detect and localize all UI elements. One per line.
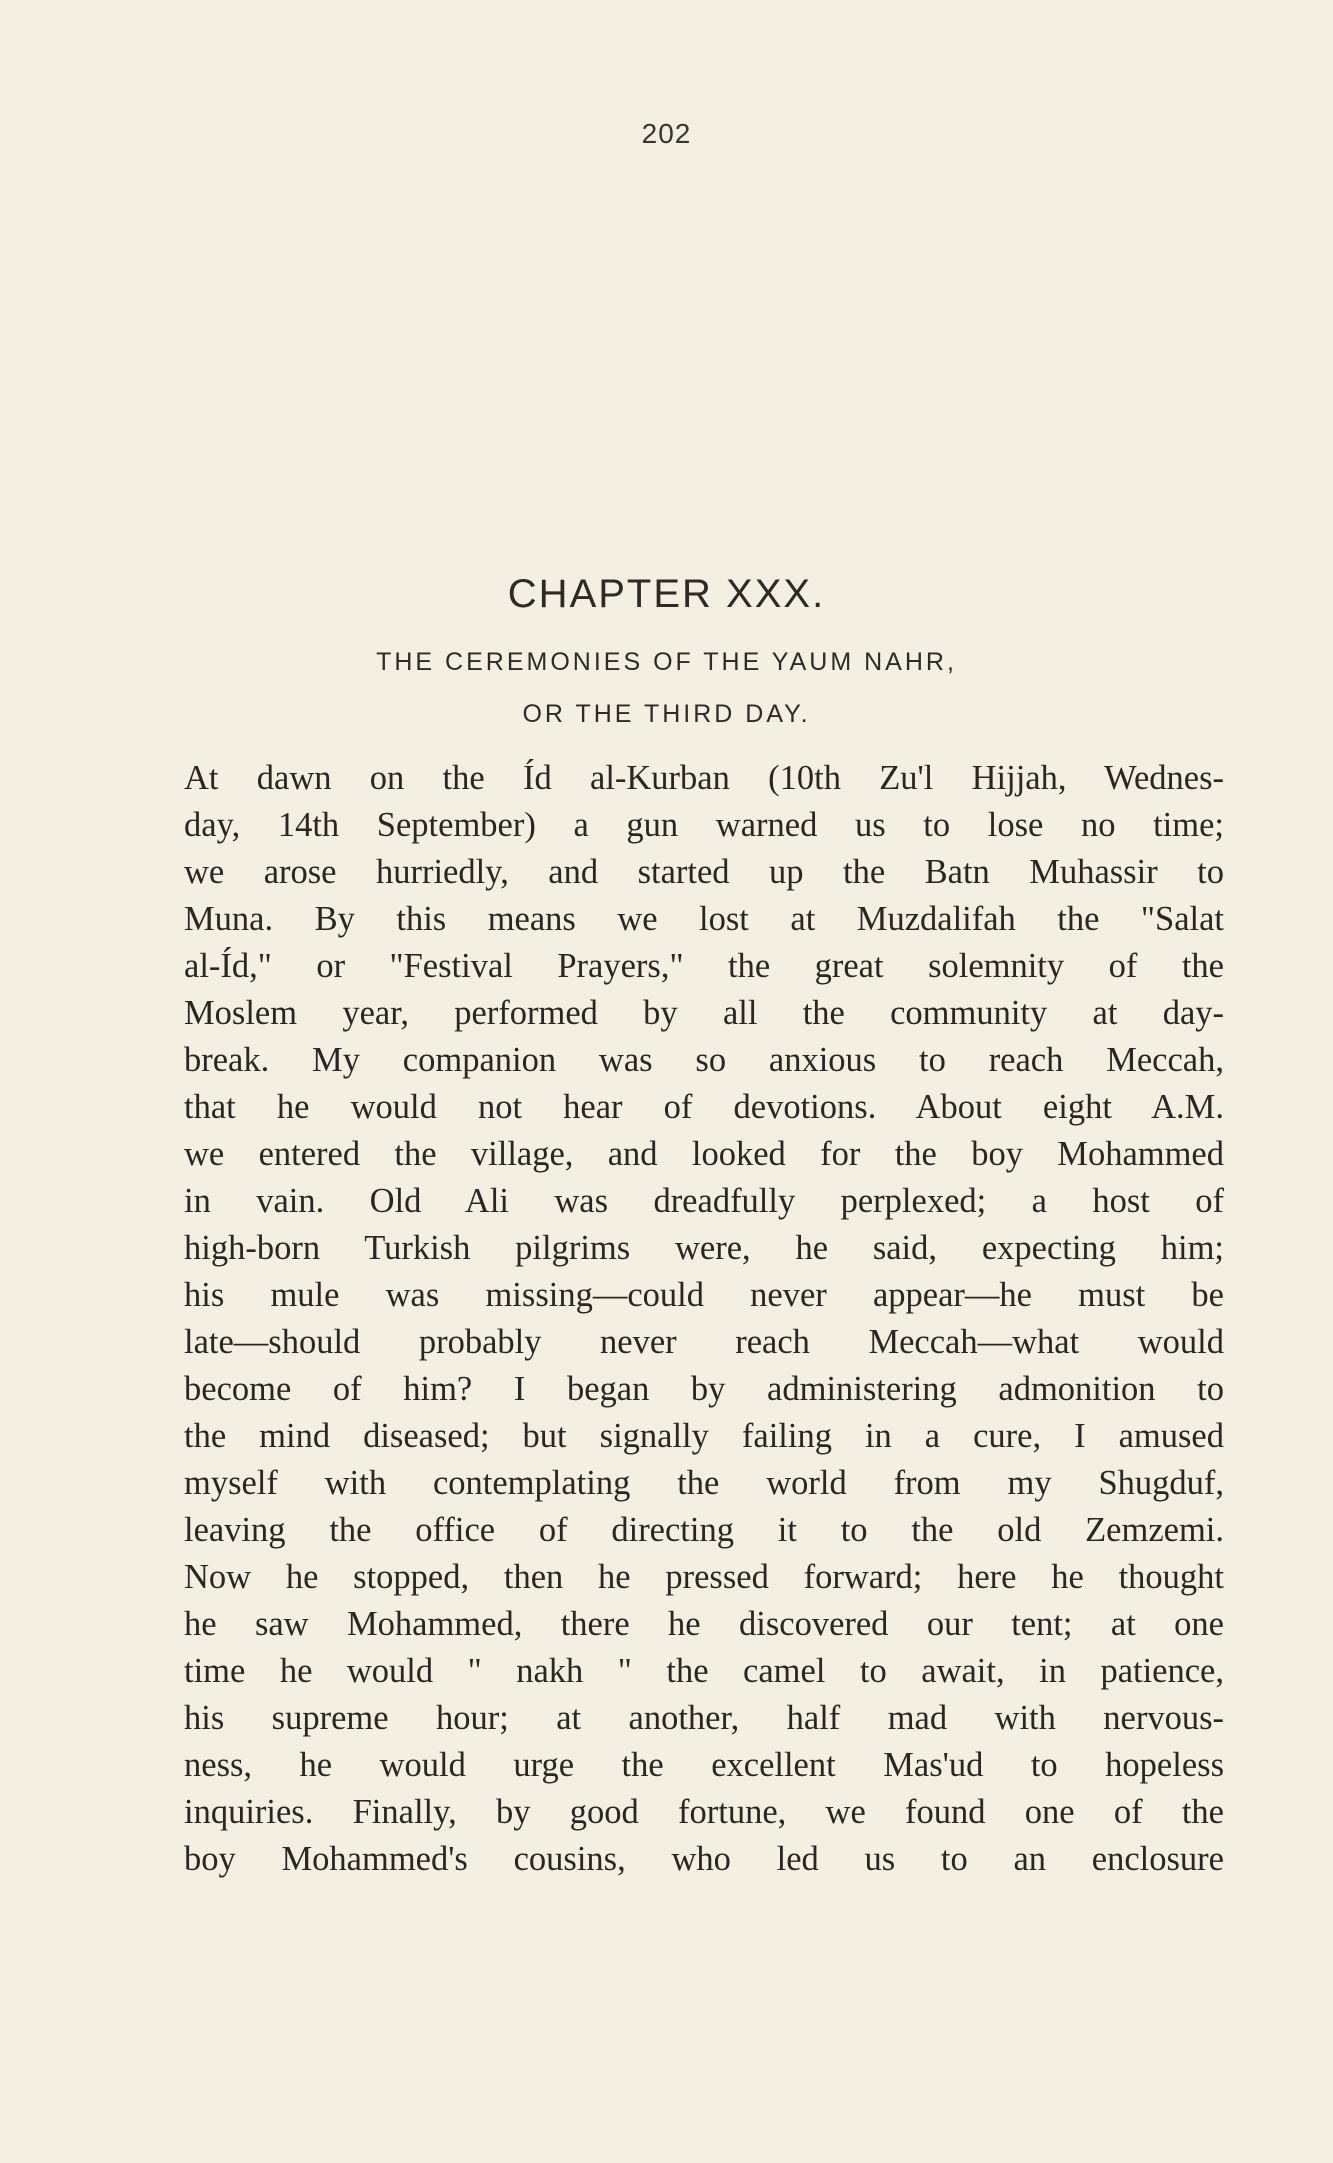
- chapter-title: CHAPTER XXX.: [507, 572, 826, 616]
- text-line: time he would " nakh " the camel to await, in patience,: [184, 1652, 1224, 1690]
- text-line: Muna. By this means we lost at Muzdalifah the "Salat: [184, 900, 1224, 938]
- text-line: that he would not hear of devotions. About eight A.M.: [184, 1088, 1224, 1126]
- chapter-subtitle-line-1: THE CEREMONIES OF THE YAUM NAHR,: [376, 648, 957, 676]
- text-line: late—should probably never reach Meccah—what would: [184, 1323, 1224, 1361]
- text-line: break. My companion was so anxious to reach Meccah,: [184, 1041, 1224, 1079]
- text-line: At dawn on the Íd al-Kurban (10th Zu'l Hijjah, Wednes-: [184, 759, 1224, 797]
- text-line: his supreme hour; at another, half mad with nervous-: [184, 1699, 1224, 1737]
- text-line: ness, he would urge the excellent Mas'ud to hopeless: [184, 1746, 1224, 1784]
- text-line: al-Íd," or "Festival Prayers," the great solemnity of the: [184, 947, 1224, 985]
- text-line: day, 14th September) a gun warned us to lose no time;: [184, 806, 1224, 844]
- text-line: he saw Mohammed, there he discovered our tent; at one: [184, 1605, 1224, 1643]
- text-line: inquiries. Finally, by good fortune, we found one of the: [184, 1793, 1224, 1831]
- text-line: we arose hurriedly, and started up the Batn Muhassir to: [184, 853, 1224, 891]
- page-number: 202: [641, 118, 692, 149]
- chapter-subtitle-line-2: OR THE THIRD DAY.: [522, 700, 811, 728]
- text-line: his mule was missing—could never appear—he must be: [184, 1276, 1224, 1314]
- text-line: the mind diseased; but signally failing in a cure, I amused: [184, 1417, 1224, 1455]
- text-line: in vain. Old Ali was dreadfully perplexed; a host of: [184, 1182, 1224, 1220]
- text-line: Now he stopped, then he pressed forward; here he thought: [184, 1558, 1224, 1596]
- text-line: myself with contemplating the world from my Shugduf,: [184, 1464, 1224, 1502]
- body-text: [184, 755, 1224, 1883]
- text-line: boy Mohammed's cousins, who led us to an enclosure: [184, 1840, 1224, 1878]
- text-line: become of him? I began by administering admonition to: [184, 1370, 1224, 1408]
- text-line: we entered the village, and looked for the boy Mohammed: [184, 1135, 1224, 1173]
- text-line: Moslem year, performed by all the community at day-: [184, 994, 1224, 1032]
- text-line: leaving the office of directing it to the old Zemzemi.: [184, 1511, 1224, 1549]
- text-line: high-born Turkish pilgrims were, he said, expecting him;: [184, 1229, 1224, 1267]
